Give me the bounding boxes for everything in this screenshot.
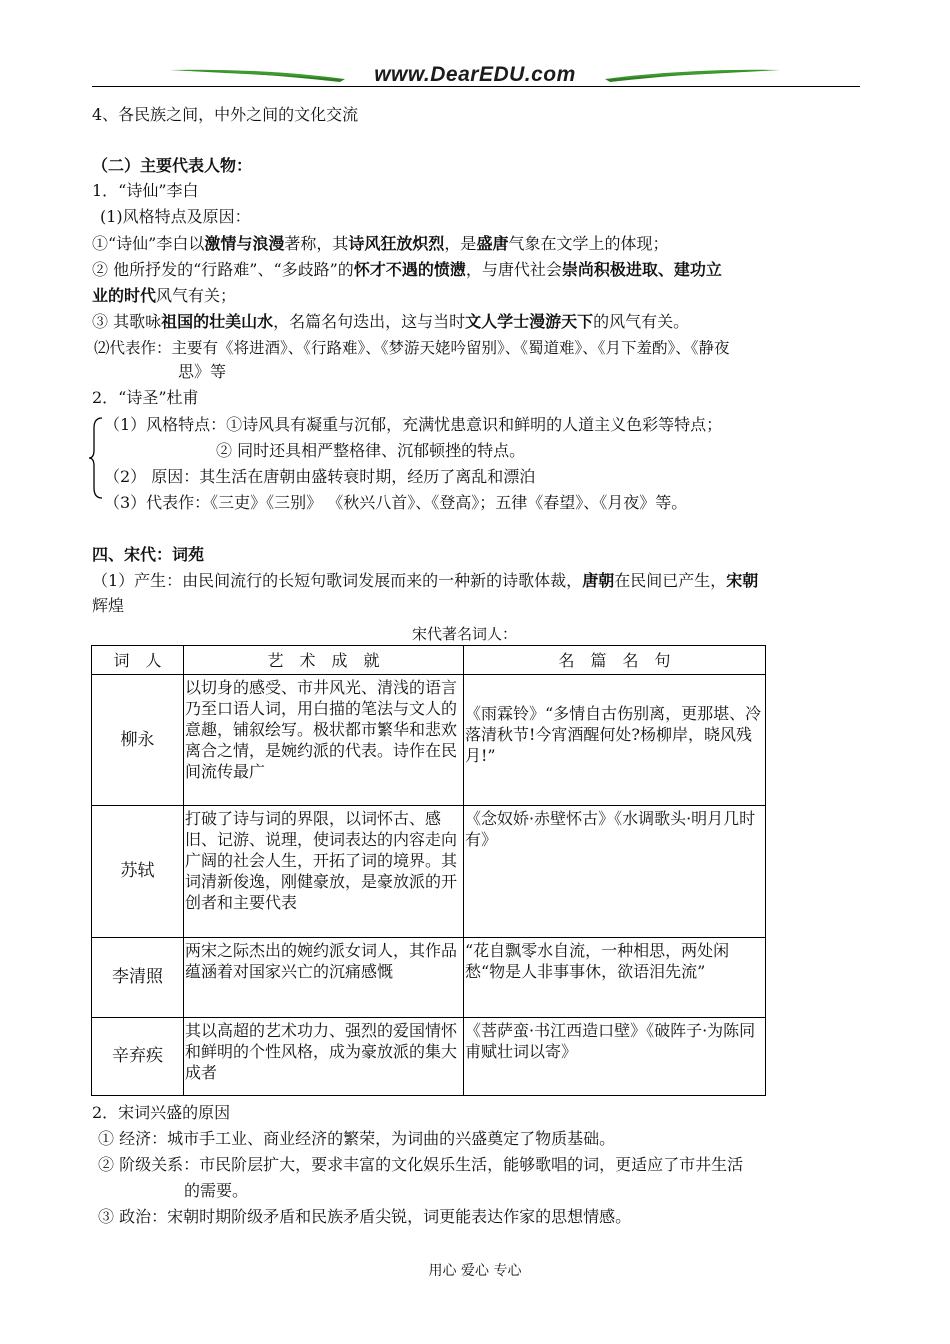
text-run: 的风气有关。 <box>593 312 690 331</box>
text-run: 气象在文学上的体现； <box>508 234 669 253</box>
works-cell: 《菩萨蛮·书江西造口壁》《破阵子·为陈同甫赋壮词以寄》 <box>464 1018 766 1096</box>
section-heading: 四、宋代：词苑 <box>92 545 205 564</box>
text-line: 思》等 <box>178 362 227 381</box>
text-line: (1)风格特点及原因： <box>100 207 251 226</box>
table-row <box>92 806 766 938</box>
achievement-cell: 以切身的感受、市井风光、清浅的语言乃至口语人词，用白描的笔法与文人的意趣，铺叙绘写。极状都市繁华和悲欢离合之情，是婉约派的代表。诗作在民间流传最广 <box>184 675 464 806</box>
subheading: 2．“诗圣”杜甫 <box>92 388 199 407</box>
text-line <box>92 260 722 280</box>
text-run: 在民间已产生， <box>614 571 727 590</box>
achievement-cell: 两宋之际杰出的婉约派女词人，其作品蕴涵着对国家兴亡的沉痛感慨 <box>184 938 464 1018</box>
brace-icon <box>88 416 104 500</box>
text-line <box>92 286 236 306</box>
text-line <box>92 234 668 254</box>
text-line: ② 阶级关系：市民阶层扩大，要求丰富的文化娱乐生活，能够歌唱的词，更适应了市井生活 <box>98 1155 744 1174</box>
emphasis: 文人学士漫游天下 <box>465 312 594 331</box>
emphasis: 诗风狂放炽烈 <box>348 234 445 253</box>
text-line <box>92 571 758 591</box>
text-run: ，名篇名句迭出，这与当时 <box>273 312 466 331</box>
emphasis: 唐朝 <box>582 571 615 590</box>
text-line: 辉煌 <box>92 596 125 615</box>
works-cell: 《念奴娇·赤壁怀古》《水调歌头·明月几时有》 <box>464 806 766 938</box>
text-run: ①“诗仙”李白以 <box>92 234 205 253</box>
table-caption: 宋代著名词人： <box>412 625 518 643</box>
emphasis: 祖国的壮美山水 <box>161 312 274 331</box>
emphasis: 盛唐 <box>476 234 509 253</box>
text-line: （2） 原因：其生活在唐朝由盛转衰时期，经历了离乱和漂泊 <box>104 467 536 486</box>
column-header-poet: 词 人 <box>92 646 184 675</box>
poet-name: 苏轼 <box>92 806 184 938</box>
column-header-achievement: 艺 术 成 就 <box>184 646 464 675</box>
emphasis: 崇尚积极进取、建功立 <box>561 260 722 279</box>
achievement-cell: 其以高超的艺术功力、强烈的爱国情怀和鲜明的个性风格，成为豪放派的集大成者 <box>184 1018 464 1096</box>
text-line: ② 同时还具相严整格律、沉郁顿挫的特点。 <box>216 441 526 460</box>
works-cell: “花自飘零水自流，一种相思，两处闲愁“物是人非事事休，欲语泪先流” <box>464 938 766 1018</box>
text-line <box>92 312 689 332</box>
text-run: ② 他所抒发的“行路难”、“多歧路”的 <box>92 260 354 279</box>
text-run: 风气有关； <box>156 286 237 305</box>
text-run: ，与唐代社会 <box>465 260 562 279</box>
poet-name: 李清照 <box>92 938 184 1018</box>
text-line: ③ 政治：宋朝时期阶级矛盾和民族矛盾尖锐，词更能表达作家的思想情感。 <box>98 1207 632 1226</box>
table-row <box>92 1018 766 1096</box>
emphasis: 宋朝 <box>726 571 759 590</box>
page-footer: 用心 爱心 专心 <box>428 1263 522 1279</box>
text-run: （1）产生：由民间流行的长短句歌词发展而来的一种新的诗歌体裁， <box>92 571 583 590</box>
text-line: ⑵代表作：主要有《将进酒》、《行路难》、《梦游天姥吟留别》、《蜀道难》、《月下羞酌》、《静夜 <box>94 339 730 357</box>
text-run: 著称，其 <box>284 234 349 253</box>
works-cell: 《雨霖铃》“多情自古伤别离，更那堪、冷落清秋节!今宵酒醒何处?杨柳岸，晓风残月!” <box>464 675 766 806</box>
subheading: 1．“诗仙”李白 <box>92 181 199 200</box>
table-row <box>92 938 766 1018</box>
text-line: 4、各民族之间，中外之间的文化交流 <box>92 105 359 124</box>
text-line: （3）代表作：《三吏》《三别》 《秋兴八首》、《登高》；五律《春望》、《月夜》等。 <box>104 493 688 512</box>
table-header-row <box>92 646 766 675</box>
poet-name: 辛弃疾 <box>92 1018 184 1096</box>
emphasis: 怀才不遇的愤懑 <box>353 260 466 279</box>
header-rule <box>92 86 860 87</box>
section-heading: （二）主要代表人物： <box>92 156 253 175</box>
poet-name: 柳永 <box>92 675 184 806</box>
achievement-cell: 打破了诗与词的界限，以词怀古、感旧、记游、说理，使词表达的内容走向广阔的社会人生，开拓了词的境界。其词清新俊逸，刚健豪放，是豪放派的开创者和主要代表 <box>184 806 464 938</box>
emphasis: 激情与浪漫 <box>204 234 285 253</box>
text-line: 的需要。 <box>184 1181 249 1200</box>
column-header-works: 名 篇 名 句 <box>464 646 766 675</box>
text-line: （1）风格特点：①诗风具有凝重与沉郁，充满忧患意识和鲜明的人道主义色彩等特点； <box>104 415 723 434</box>
site-logo-text: www.DearEDU.com <box>374 63 576 86</box>
table-row <box>92 675 766 806</box>
text-run: ，是 <box>444 234 477 253</box>
text-line: ① 经济：城市手工业、商业经济的繁荣，为词曲的兴盛奠定了物质基础。 <box>98 1129 616 1148</box>
poets-table <box>91 645 766 1096</box>
emphasis: 业的时代 <box>92 286 157 305</box>
subheading: 2．宋词兴盛的原因 <box>92 1103 231 1122</box>
text-run: ③ 其歌咏 <box>92 312 162 331</box>
